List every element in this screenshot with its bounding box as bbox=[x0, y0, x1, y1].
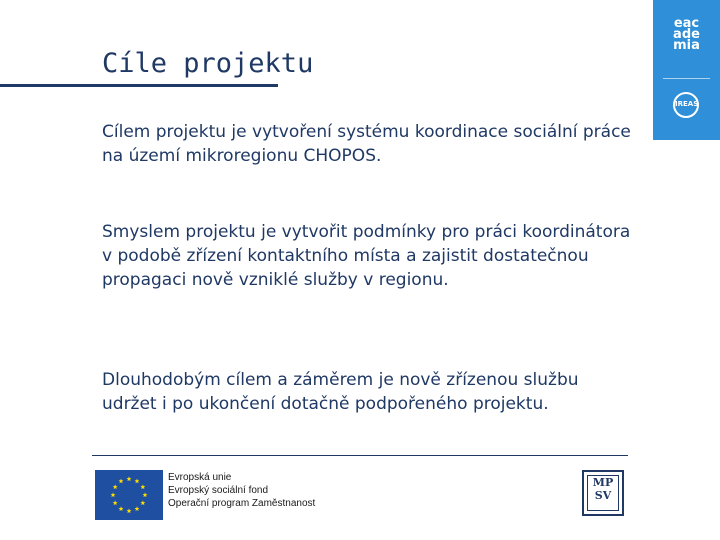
eu-star bbox=[113, 500, 118, 505]
eu-line-fund: Evropský sociální fond bbox=[168, 485, 269, 496]
eu-star bbox=[113, 484, 118, 489]
eu-star bbox=[135, 479, 140, 484]
paragraph-purpose: Smyslem projektu je vytvořit podmínky pro práci koordinátora v podobě zřízení kontaktního místa a zajistit dostatečnou propagaci nově vzniklé služby v regionu. bbox=[102, 222, 631, 290]
eu-star bbox=[111, 492, 116, 497]
eu-star bbox=[140, 484, 145, 489]
paragraph-goal: Cílem projektu je vytvoření systému koordinace sociální práce na území mikroregionu CHOPOS. bbox=[102, 122, 631, 166]
ireas-logo-text: IREAS bbox=[675, 100, 699, 108]
brand-block bbox=[653, 0, 720, 140]
eacademia-logo: eac ade mia bbox=[673, 16, 700, 53]
eu-funding-text bbox=[168, 471, 315, 510]
mpsv-logo bbox=[582, 470, 624, 516]
eu-star bbox=[119, 479, 124, 484]
brand-divider bbox=[663, 78, 710, 79]
eu-star bbox=[140, 500, 145, 505]
eu-stars-icon bbox=[95, 470, 163, 520]
eu-line-union: Evropská unie bbox=[168, 472, 232, 483]
eu-star bbox=[127, 508, 132, 513]
mpsv-logo-text: MP SV bbox=[592, 476, 614, 502]
eu-star bbox=[119, 506, 124, 511]
eu-star bbox=[143, 492, 148, 497]
eu-line-program: Operační program Zaměstnanost bbox=[168, 498, 316, 509]
footer-divider bbox=[92, 455, 628, 456]
eu-flag-icon bbox=[95, 470, 163, 520]
eu-star bbox=[127, 476, 132, 481]
eu-star bbox=[135, 506, 140, 511]
slide-title: Cíle projektu bbox=[102, 48, 314, 79]
title-underline bbox=[0, 84, 278, 87]
paragraph-long-term: Dlouhodobým cílem a záměrem je nově zřízenou službu udržet i po ukončení dotačně podpořeného projektu. bbox=[102, 370, 579, 414]
ireas-logo bbox=[673, 92, 699, 118]
